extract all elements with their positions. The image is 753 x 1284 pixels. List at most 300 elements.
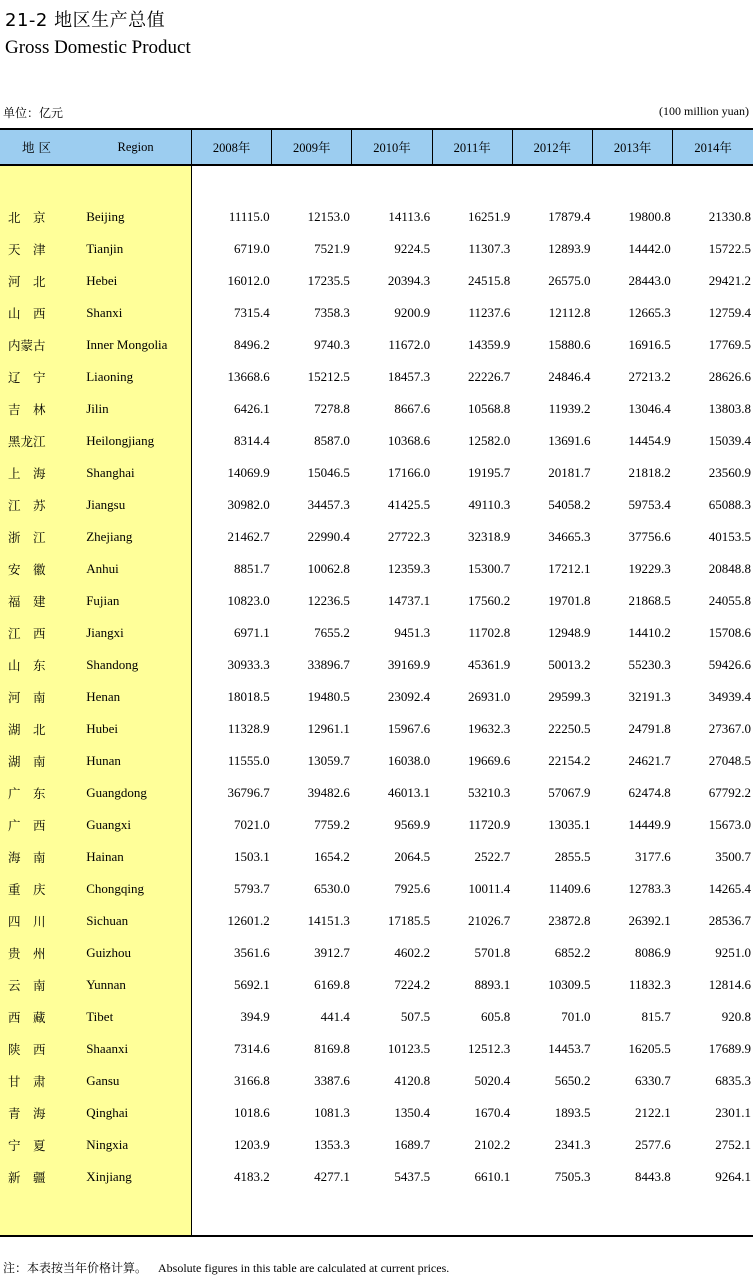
footnote-english: Absolute figures in this table are calculated at current prices. [158,1261,450,1275]
table-row [0,809,753,841]
gdp-value-cell: 10823.0 [227,593,270,608]
region-name-chinese: 山 东 [0,649,80,681]
region-name-chinese: 北 京 [0,201,80,233]
gdp-value-cell: 8496.2 [233,337,270,352]
gdp-value-cell: 5437.5 [394,1169,431,1184]
header-region-english: Region [80,129,191,165]
region-name-chinese: 河 北 [0,265,80,297]
gdp-value-cell: 12783.3 [628,881,671,896]
table-row [0,393,753,425]
gdp-value-cell: 24621.7 [628,753,671,768]
gdp-value-cell: 12759.4 [708,305,751,320]
gdp-value-cell: 12236.5 [307,593,350,608]
gdp-value-cell: 11939.2 [548,401,591,416]
gdp-value-cell: 21026.7 [468,913,511,928]
region-name-chinese: 福 建 [0,585,80,617]
region-name-chinese: 安 徽 [0,553,80,585]
gdp-value-cell: 10568.8 [468,401,511,416]
table-header [0,129,753,165]
gdp-value-cell: 13059.7 [307,753,350,768]
gdp-value-cell: 7655.2 [314,625,350,640]
gdp-value-cell: 10368.6 [387,433,431,448]
gdp-value-cell: 6971.1 [233,625,270,640]
gdp-value-cell: 24515.8 [468,273,511,288]
gdp-value-cell: 27048.5 [708,753,751,768]
gdp-value-cell: 4602.2 [394,945,431,960]
gdp-value-cell: 21818.2 [628,465,671,480]
gdp-value-cell: 15708.6 [708,625,751,640]
region-name-english: Hebei [80,265,191,297]
gdp-value-cell: 28626.6 [708,369,751,384]
gdp-value-cell: 15673.0 [708,817,751,832]
gdp-value-cell: 8169.8 [314,1041,350,1056]
region-name-english: Guangdong [80,777,191,809]
gdp-value-cell: 2341.3 [554,1137,591,1152]
gdp-value-cell: 41425.5 [387,497,431,512]
gdp-value-cell: 2855.5 [554,849,591,864]
gdp-value-cell: 1654.2 [314,849,350,864]
gdp-value-cell: 15039.4 [708,433,751,448]
region-name-chinese: 辽 宁 [0,361,80,393]
table-row [0,425,753,457]
gdp-value-cell: 18457.3 [387,369,431,384]
region-name-chinese: 广 西 [0,809,80,841]
region-name-chinese: 新 疆 [0,1161,80,1193]
gdp-value-cell: 13046.4 [628,401,671,416]
gdp-value-cell: 34939.4 [708,689,751,704]
gdp-value-cell: 7925.6 [394,881,431,896]
gdp-value-cell: 8314.4 [233,433,270,448]
gdp-value-cell: 55230.3 [628,657,671,672]
gdp-value-cell: 14453.7 [548,1041,591,1056]
region-name-chinese: 海 南 [0,841,80,873]
gdp-value-cell: 28443.0 [628,273,671,288]
gdp-value-cell: 3177.6 [634,849,671,864]
gdp-value-cell: 11832.3 [628,977,671,992]
region-name-chinese: 天 津 [0,233,80,265]
region-name-chinese: 陕 西 [0,1033,80,1065]
region-name-english: Qinghai [80,1097,191,1129]
region-name-english: Guangxi [80,809,191,841]
table-row [0,265,753,297]
gdp-value-cell: 5650.2 [554,1073,591,1088]
gdp-value-cell: 15967.6 [387,721,431,736]
gdp-value-cell: 1353.3 [314,1137,350,1152]
gdp-value-cell: 54058.2 [548,497,591,512]
region-name-english: Zhejiang [80,521,191,553]
region-name-chinese: 河 南 [0,681,80,713]
region-name-english: Liaoning [80,361,191,393]
gdp-value-cell: 2577.6 [634,1137,671,1152]
gdp-value-cell: 11237.6 [468,305,511,320]
gdp-value-cell: 920.8 [721,1009,751,1024]
gdp-value-cell: 19632.3 [468,721,511,736]
gdp-value-cell: 14449.9 [628,817,671,832]
header-year: 2010年 [352,129,432,165]
gdp-value-cell: 13035.1 [548,817,591,832]
gdp-value-cell: 9251.0 [715,945,751,960]
region-name-chinese: 内蒙古 [0,329,80,361]
gdp-value-cell: 11672.0 [388,337,431,352]
region-name-english: Hunan [80,745,191,777]
gdp-value-cell: 39482.6 [307,785,350,800]
gdp-value-cell: 26575.0 [548,273,591,288]
table-row [0,1001,753,1033]
gdp-value-cell: 8443.8 [634,1169,671,1184]
gdp-value-cell: 22990.4 [307,529,350,544]
table-row [0,713,753,745]
header-year: 2009年 [272,129,352,165]
gdp-value-cell: 2752.1 [715,1137,751,1152]
region-name-english: Henan [80,681,191,713]
gdp-value-cell: 3387.6 [314,1073,350,1088]
gdp-value-cell: 33896.7 [307,657,350,672]
gdp-value-cell: 7521.9 [314,241,350,256]
gdp-value-cell: 32318.9 [468,529,511,544]
region-name-chinese: 宁 夏 [0,1129,80,1161]
gdp-value-cell: 9569.9 [394,817,431,832]
gdp-value-cell: 8587.0 [314,433,350,448]
gdp-value-cell: 507.5 [400,1009,431,1024]
gdp-value-cell: 12582.0 [468,433,511,448]
gdp-value-cell: 24846.4 [548,369,591,384]
gdp-value-cell: 16038.0 [387,753,431,768]
gdp-value-cell: 20848.8 [708,561,751,576]
region-name-english: Guizhou [80,937,191,969]
gdp-value-cell: 36796.7 [227,785,270,800]
gdp-value-cell: 8086.9 [634,945,671,960]
gdp-value-cell: 17879.4 [548,209,591,224]
gdp-value-cell: 17185.5 [387,913,431,928]
region-name-chinese: 四 川 [0,905,80,937]
region-name-chinese: 甘 肃 [0,1065,80,1097]
gdp-value-cell: 27367.0 [708,721,751,736]
gdp-value-cell: 6426.1 [233,401,270,416]
gdp-value-cell: 11328.9 [227,721,270,736]
region-name-english: Gansu [80,1065,191,1097]
gdp-value-cell: 441.4 [320,1009,350,1024]
header-year: 2008年 [191,129,271,165]
gdp-value-cell: 53210.3 [468,785,511,800]
table-row [0,585,753,617]
region-name-english: Ningxia [80,1129,191,1161]
table-row [0,937,753,969]
gdp-value-cell: 39169.9 [387,657,431,672]
gdp-value-cell: 27213.2 [628,369,671,384]
gdp-value-cell: 19480.5 [307,689,350,704]
gdp-value-cell: 2064.5 [394,849,431,864]
region-name-chinese: 江 苏 [0,489,80,521]
gdp-value-cell: 17212.1 [548,561,591,576]
table-row [0,361,753,393]
gdp-value-cell: 1018.6 [233,1105,270,1120]
gdp-value-cell: 12512.3 [468,1041,511,1056]
gdp-value-cell: 46013.1 [387,785,431,800]
gdp-value-cell: 24055.8 [708,593,751,608]
region-name-chinese: 山 西 [0,297,80,329]
gdp-value-cell: 23872.8 [548,913,591,928]
gdp-value-cell: 8893.1 [474,977,511,992]
gdp-value-cell: 59426.6 [708,657,751,672]
gdp-value-cell: 30982.0 [227,497,270,512]
gdp-value-cell: 67792.2 [708,785,751,800]
gdp-value-cell: 22154.2 [548,753,591,768]
region-name-chinese: 江 西 [0,617,80,649]
gdp-value-cell: 13668.6 [227,369,270,384]
table-row [0,617,753,649]
region-name-english: Inner Mongolia [80,329,191,361]
gdp-value-cell: 50013.2 [548,657,591,672]
gdp-value-cell: 22250.5 [548,721,591,736]
gdp-value-cell: 1670.4 [474,1105,511,1120]
table-row [0,1097,753,1129]
region-name-chinese: 吉 林 [0,393,80,425]
table-row [0,1033,753,1065]
gdp-value-cell: 7224.2 [394,977,431,992]
gdp-value-cell: 12961.1 [307,721,350,736]
gdp-value-cell: 11307.3 [468,241,511,256]
gdp-value-cell: 12814.6 [708,977,751,992]
region-name-english: Sichuan [80,905,191,937]
gdp-value-cell: 5020.4 [474,1073,511,1088]
gdp-value-cell: 34665.3 [548,529,591,544]
table-title-english: Gross Domestic Product [5,37,191,58]
gdp-table [0,128,753,1237]
gdp-value-cell: 15880.6 [548,337,591,352]
gdp-value-cell: 6169.8 [314,977,350,992]
gdp-value-cell: 6835.3 [715,1073,751,1088]
header-region-chinese: 地 区 [0,129,80,165]
gdp-value-cell: 12948.9 [548,625,591,640]
region-name-english: Jilin [80,393,191,425]
gdp-value-cell: 22226.7 [468,369,511,384]
gdp-value-cell: 12112.8 [548,305,591,320]
table-row [0,777,753,809]
gdp-value-cell: 9451.3 [394,625,431,640]
gdp-value-cell: 30933.3 [227,657,270,672]
gdp-value-cell: 1689.7 [394,1137,431,1152]
region-name-chinese: 黑龙江 [0,425,80,457]
table-row [0,841,753,873]
gdp-value-cell: 2522.7 [474,849,511,864]
header-year: 2013年 [593,129,673,165]
region-name-english: Tibet [80,1001,191,1033]
gdp-value-cell: 15046.5 [307,465,350,480]
gdp-value-cell: 19195.7 [468,465,511,480]
gdp-value-cell: 7314.6 [233,1041,270,1056]
gdp-value-cell: 6610.1 [474,1169,511,1184]
table-spacer-row [0,1193,753,1236]
gdp-value-cell: 6330.7 [634,1073,671,1088]
region-name-chinese: 贵 州 [0,937,80,969]
region-name-english: Shanxi [80,297,191,329]
region-name-chinese: 浙 江 [0,521,80,553]
gdp-value-cell: 62474.8 [628,785,671,800]
gdp-value-cell: 14410.2 [628,625,671,640]
gdp-value-cell: 17689.9 [708,1041,751,1056]
gdp-value-cell: 14069.9 [227,465,270,480]
gdp-value-cell: 13691.6 [548,433,591,448]
region-name-english: Shandong [80,649,191,681]
table-row [0,1161,753,1193]
gdp-value-cell: 40153.5 [708,529,751,544]
gdp-value-cell: 11702.8 [468,625,511,640]
gdp-value-cell: 6852.2 [554,945,591,960]
gdp-value-cell: 11555.0 [227,753,270,768]
region-name-chinese: 青 海 [0,1097,80,1129]
gdp-value-cell: 65088.3 [708,497,751,512]
gdp-value-cell: 17166.0 [387,465,431,480]
region-name-english: Fujian [80,585,191,617]
gdp-value-cell: 17235.5 [307,273,350,288]
table-row [0,329,753,361]
gdp-value-cell: 57067.9 [548,785,591,800]
gdp-value-cell: 3500.7 [715,849,751,864]
gdp-value-cell: 19800.8 [628,209,671,224]
gdp-value-cell: 4277.1 [314,1169,350,1184]
gdp-value-cell: 14737.1 [387,593,431,608]
gdp-value-cell: 5692.1 [233,977,270,992]
table-footnote [3,1259,449,1276]
gdp-value-cell: 14151.3 [307,913,350,928]
gdp-value-cell: 12665.3 [628,305,671,320]
unit-label-chinese: 单位：亿元 [3,106,64,120]
gdp-value-cell: 10123.5 [387,1041,431,1056]
gdp-value-cell: 4183.2 [233,1169,270,1184]
gdp-value-cell: 7358.3 [314,305,350,320]
gdp-value-cell: 59753.4 [628,497,671,512]
gdp-value-cell: 5701.8 [474,945,511,960]
gdp-value-cell: 2102.2 [474,1137,511,1152]
gdp-value-cell: 12359.3 [387,561,431,576]
gdp-value-cell: 7505.3 [554,1169,591,1184]
table-row [0,297,753,329]
table-row [0,521,753,553]
table-row [0,233,753,265]
gdp-value-cell: 9740.3 [314,337,350,352]
gdp-value-cell: 18018.5 [227,689,270,704]
gdp-value-cell: 21330.8 [708,209,751,224]
gdp-value-cell: 394.9 [240,1009,270,1024]
gdp-value-cell: 6530.0 [314,881,350,896]
gdp-value-cell: 3912.7 [314,945,350,960]
region-name-english: Heilongjiang [80,425,191,457]
gdp-value-cell: 7278.8 [314,401,350,416]
table-row [0,649,753,681]
region-name-english: Chongqing [80,873,191,905]
gdp-value-cell: 17560.2 [468,593,511,608]
gdp-value-cell: 16012.0 [227,273,270,288]
gdp-value-cell: 4120.8 [394,1073,431,1088]
table-row [0,1129,753,1161]
gdp-value-cell: 23560.9 [708,465,751,480]
gdp-value-cell: 19701.8 [548,593,591,608]
gdp-value-cell: 45361.9 [468,657,511,672]
region-name-chinese: 广 东 [0,777,80,809]
gdp-value-cell: 11409.6 [548,881,591,896]
gdp-value-cell: 20394.3 [387,273,431,288]
gdp-value-cell: 14442.0 [628,241,671,256]
gdp-value-cell: 9200.9 [394,305,431,320]
table-body [0,165,753,1236]
unit-label-english: (100 million yuan) [659,104,749,118]
gdp-value-cell: 21462.7 [227,529,270,544]
header-year: 2014年 [673,129,753,165]
header-year: 2012年 [512,129,592,165]
gdp-value-cell: 14359.9 [468,337,511,352]
gdp-value-cell: 9264.1 [715,1169,751,1184]
gdp-value-cell: 11720.9 [468,817,511,832]
region-name-chinese: 湖 南 [0,745,80,777]
region-name-english: Shaanxi [80,1033,191,1065]
gdp-value-cell: 15212.5 [307,369,350,384]
gdp-value-cell: 19669.6 [468,753,511,768]
gdp-value-cell: 6719.0 [233,241,270,256]
region-name-english: Hubei [80,713,191,745]
region-name-english: Anhui [80,553,191,585]
gdp-value-cell: 7759.2 [314,817,350,832]
gdp-value-cell: 26931.0 [468,689,511,704]
gdp-value-cell: 1503.1 [233,849,270,864]
gdp-value-cell: 19229.3 [628,561,671,576]
gdp-value-cell: 16916.5 [628,337,671,352]
header-year: 2011年 [432,129,512,165]
gdp-value-cell: 26392.1 [628,913,671,928]
gdp-value-cell: 5793.7 [233,881,270,896]
region-name-chinese: 上 海 [0,457,80,489]
gdp-value-cell: 15300.7 [468,561,511,576]
gdp-value-cell: 24791.8 [628,721,671,736]
gdp-value-cell: 1350.4 [394,1105,431,1120]
gdp-value-cell: 32191.3 [628,689,671,704]
gdp-value-cell: 7021.0 [233,817,270,832]
table-spacer-row [0,165,753,201]
table-row [0,905,753,937]
gdp-value-cell: 20181.7 [548,465,591,480]
footnote-chinese: 注：本表按当年价格计算。 [3,1261,148,1275]
region-name-english: Tianjin [80,233,191,265]
gdp-value-cell: 16205.5 [628,1041,671,1056]
region-name-english: Xinjiang [80,1161,191,1193]
region-name-english: Jiangsu [80,489,191,521]
gdp-value-cell: 49110.3 [468,497,511,512]
gdp-value-cell: 29421.2 [708,273,751,288]
gdp-value-cell: 10011.4 [468,881,511,896]
region-name-english: Jiangxi [80,617,191,649]
gdp-value-cell: 34457.3 [307,497,350,512]
gdp-value-cell: 27722.3 [387,529,431,544]
gdp-value-cell: 1203.9 [233,1137,270,1152]
table-row [0,489,753,521]
gdp-value-cell: 8851.7 [233,561,270,576]
gdp-value-cell: 14113.6 [388,209,431,224]
region-name-english: Yunnan [80,969,191,1001]
region-name-english: Shanghai [80,457,191,489]
gdp-value-cell: 10062.8 [307,561,350,576]
gdp-value-cell: 14454.9 [628,433,671,448]
gdp-value-cell: 13803.8 [708,401,751,416]
table-row [0,681,753,713]
gdp-value-cell: 10309.5 [548,977,591,992]
gdp-value-cell: 28536.7 [708,913,751,928]
gdp-value-cell: 12153.0 [307,209,350,224]
table-row [0,201,753,233]
table-row [0,1065,753,1097]
gdp-value-cell: 11115.0 [228,209,270,224]
gdp-value-cell: 16251.9 [468,209,511,224]
region-name-chinese: 重 庆 [0,873,80,905]
gdp-value-cell: 12893.9 [548,241,591,256]
